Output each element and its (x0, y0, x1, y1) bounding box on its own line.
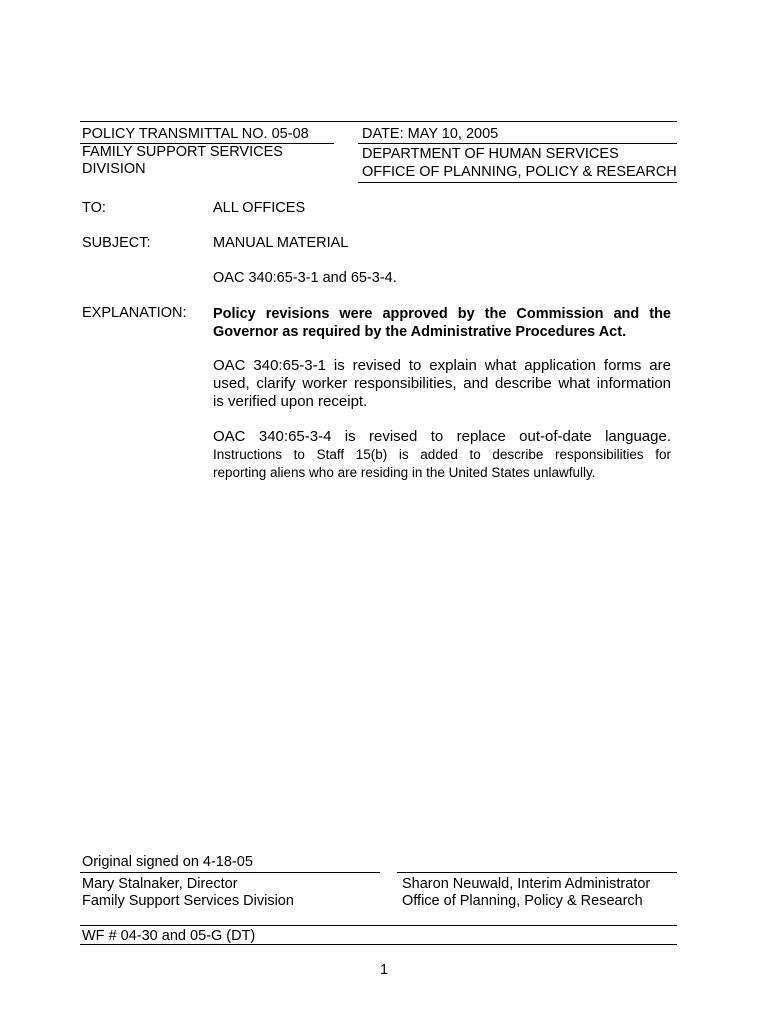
signature-line-right (397, 872, 677, 873)
footer-top-rule (80, 925, 677, 926)
office-name: OFFICE OF PLANNING, POLICY & RESEARCH (362, 164, 677, 180)
footer-bottom-rule (80, 944, 677, 945)
transmittal-number: POLICY TRANSMITTAL NO. 05-08 (82, 126, 309, 142)
explanation-intro (213, 305, 671, 341)
paragraph-1-line-3: is verified upon receipt. (213, 393, 368, 410)
signer-right-office: Office of Planning, Policy & Research (402, 893, 643, 909)
explanation-paragraph-2 (213, 428, 671, 482)
signer-right-name: Sharon Neuwald, Interim Administrator (402, 876, 651, 892)
explanation-intro-line-2: Governor as required by the Administrative Procedures Act. (213, 324, 627, 340)
signer-left-division: Family Support Services Division (82, 893, 294, 909)
header-top-rule (80, 121, 677, 122)
paragraph-2-line-3: reporting aliens who are residing in the United States unlawfully. (213, 465, 596, 480)
department-name: DEPARTMENT OF HUMAN SERVICES (362, 146, 619, 162)
header-mid-rule-right (358, 143, 677, 144)
to-value: ALL OFFICES (213, 200, 306, 216)
header-mid-rule-left (80, 143, 334, 144)
explanation-label: EXPLANATION: (82, 305, 187, 321)
paragraph-2-line-2: Instructions to Staff 15(b) is added to describe responsibilities for (213, 447, 671, 462)
signed-note: Original signed on 4-18-05 (82, 854, 253, 870)
signer-left-name: Mary Stalnaker, Director (82, 876, 238, 892)
division-line-1: FAMILY SUPPORT SERVICES (82, 144, 283, 160)
explanation-intro-line-1: Policy revisions were approved by the Commission and the (213, 306, 671, 322)
explanation-paragraph-1 (213, 357, 671, 411)
header-bottom-rule (358, 182, 677, 183)
footer-reference: WF # 04-30 and 05-G (DT) (82, 928, 256, 944)
to-label: TO: (82, 200, 106, 216)
paragraph-1-line-2: used, clarify worker responsibilities, and describe what information (213, 375, 671, 392)
paragraph-1-line-1: OAC 340:65-3-1 is revised to explain what application forms are (213, 357, 671, 374)
subject-reference: OAC 340:65-3-1 and 65-3-4. (213, 270, 397, 286)
transmittal-date: DATE: MAY 10, 2005 (362, 126, 499, 142)
division-line-2: DIVISION (82, 161, 146, 177)
paragraph-2-line-1: OAC 340:65-3-4 is revised to replace out-of-date language. (213, 428, 671, 445)
subject-value: MANUAL MATERIAL (213, 235, 349, 251)
subject-label: SUBJECT: (82, 235, 151, 251)
signature-line-left (80, 872, 380, 873)
page-number: 1 (380, 962, 389, 978)
